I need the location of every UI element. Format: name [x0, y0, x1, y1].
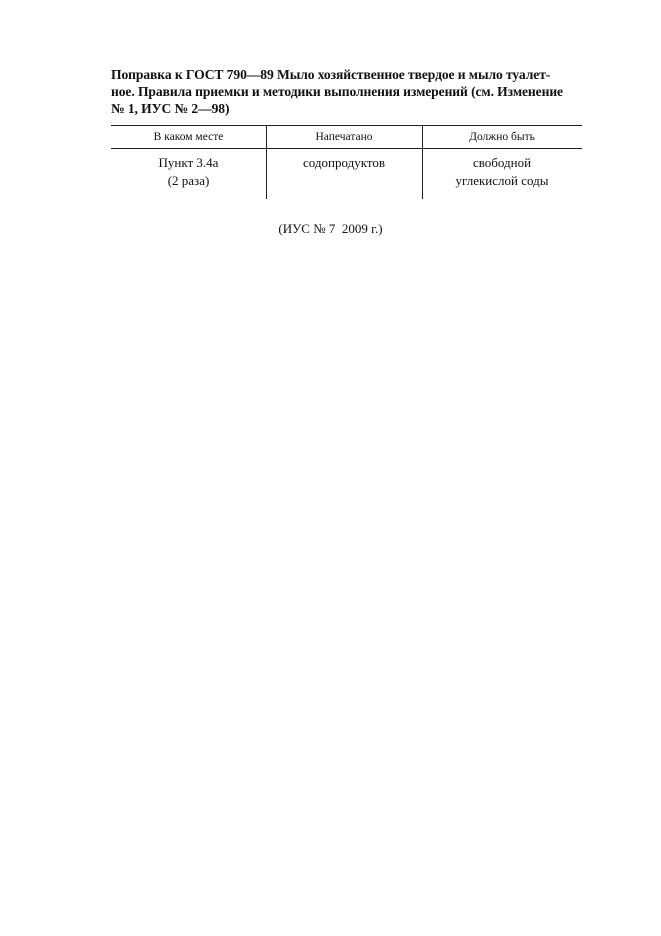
cell-line: содопродуктов [303, 155, 385, 170]
table-top-rule [111, 125, 582, 126]
table-cell-should-be [422, 154, 582, 190]
cell-line: углекислой соды [455, 173, 549, 188]
table-cell-printed [266, 154, 422, 172]
source-reference: (ИУС № 7 2009 г.) [278, 221, 383, 236]
heading-line: Поправка к ГОСТ 790—89 Мыло хозяйственное твердое и мыло туалет- [111, 67, 551, 82]
table-header-printed: Напечатано [315, 131, 373, 143]
table-header-should-be: Должно быть [469, 131, 535, 143]
table-header-where: В каком месте [153, 131, 224, 143]
table-header-rule [111, 148, 582, 149]
table-cell-where [111, 154, 266, 190]
heading-line: ное. Правила приемки и методики выполнения измерений (см. Изменение [111, 84, 563, 99]
cell-line: (2 раза) [167, 173, 210, 188]
heading-line: № 1, ИУС № 2—98) [111, 101, 230, 116]
cell-line: свободной [472, 155, 532, 170]
cell-line: Пункт 3.4а [158, 155, 219, 170]
correction-heading [111, 66, 583, 117]
